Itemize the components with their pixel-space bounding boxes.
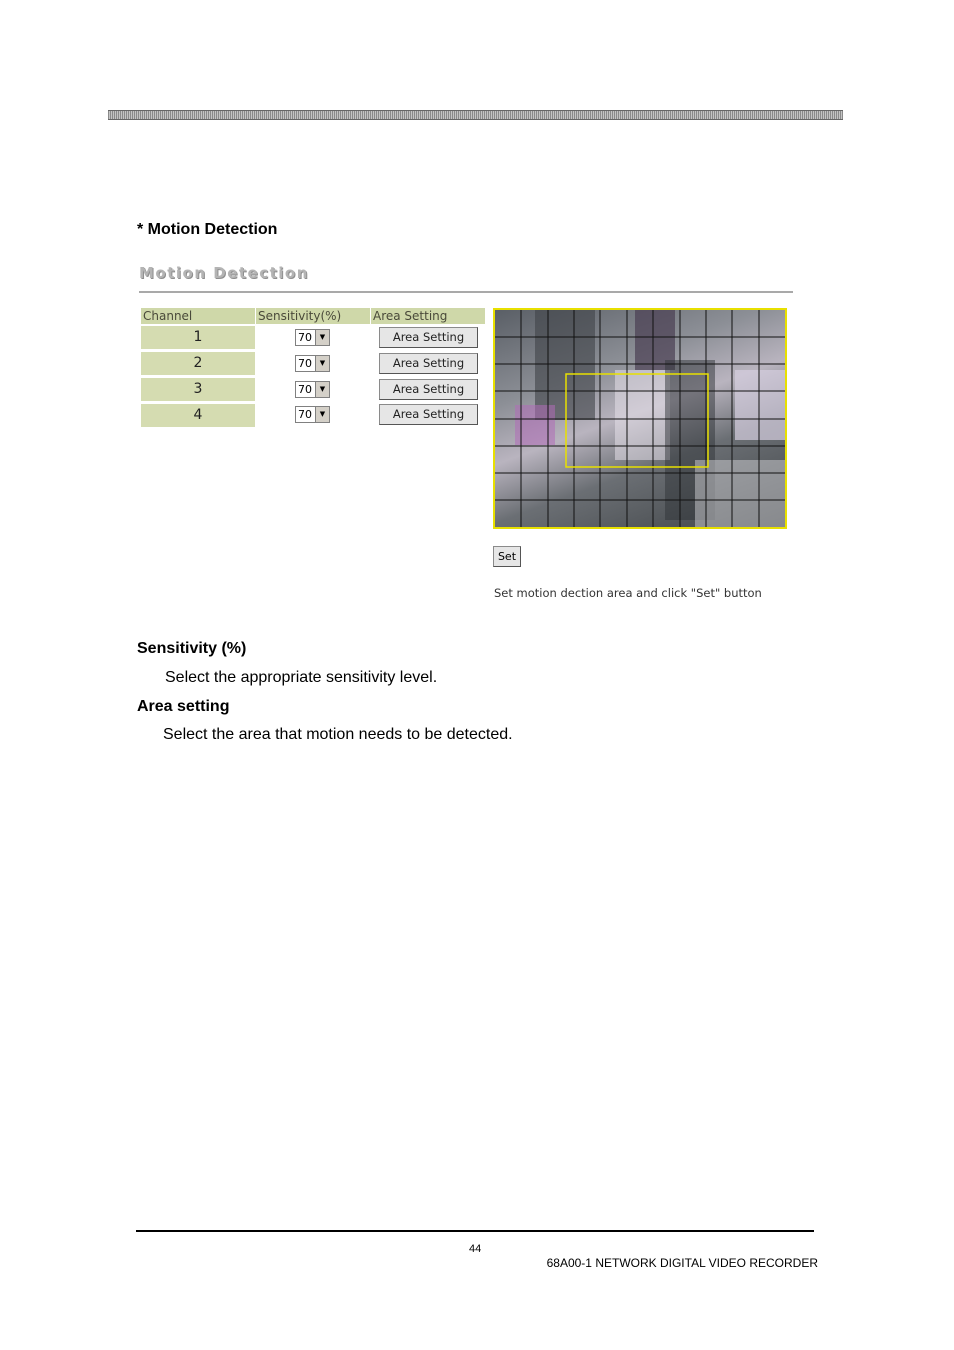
page-number: 44 bbox=[469, 1243, 482, 1255]
dropdown-arrow-icon[interactable]: ▼ bbox=[315, 407, 329, 422]
sensitivity-select[interactable] bbox=[295, 381, 330, 398]
channel-label: 4 bbox=[141, 404, 255, 427]
dropdown-arrow-icon[interactable]: ▼ bbox=[315, 356, 329, 371]
area-setting-button[interactable]: Area Setting bbox=[379, 327, 478, 348]
column-header-area-setting: Area Setting bbox=[371, 308, 485, 324]
motion-grid-overlay[interactable] bbox=[495, 310, 785, 527]
sensitivity-value: 70 bbox=[298, 331, 312, 344]
column-header-channel: Channel bbox=[141, 308, 255, 324]
term-sensitivity: Sensitivity (%) bbox=[137, 640, 247, 657]
sensitivity-value: 70 bbox=[298, 357, 312, 370]
panel-title: Motion Detection bbox=[139, 264, 309, 282]
channel-label: 2 bbox=[141, 352, 255, 375]
sensitivity-select[interactable] bbox=[295, 329, 330, 346]
camera-preview-grid[interactable] bbox=[493, 308, 787, 529]
column-header-sensitivity: Sensitivity(%) bbox=[256, 308, 370, 324]
term-area-setting: Area setting bbox=[137, 698, 230, 715]
dropdown-arrow-icon[interactable]: ▼ bbox=[315, 382, 329, 397]
footer-divider bbox=[136, 1230, 814, 1232]
header-decorative-bar bbox=[108, 110, 843, 120]
description-area-setting: Select the area that motion needs to be detected. bbox=[163, 726, 513, 743]
sensitivity-select[interactable] bbox=[295, 355, 330, 372]
panel-divider bbox=[139, 291, 793, 293]
sensitivity-select[interactable] bbox=[295, 406, 330, 423]
channel-label: 1 bbox=[141, 326, 255, 349]
document-title: 68A00-1 NETWORK DIGITAL VIDEO RECORDER bbox=[546, 1256, 818, 1270]
area-setting-button[interactable]: Area Setting bbox=[379, 379, 478, 400]
area-setting-button[interactable]: Area Setting bbox=[379, 353, 478, 374]
area-setting-button[interactable]: Area Setting bbox=[379, 404, 478, 425]
section-heading: * Motion Detection bbox=[137, 221, 278, 238]
channel-label: 3 bbox=[141, 378, 255, 401]
set-button[interactable]: Set bbox=[493, 546, 521, 567]
sensitivity-value: 70 bbox=[298, 383, 312, 396]
dropdown-arrow-icon[interactable]: ▼ bbox=[315, 330, 329, 345]
sensitivity-value: 70 bbox=[298, 408, 312, 421]
instruction-text: Set motion dection area and click "Set" button bbox=[494, 586, 762, 600]
description-sensitivity: Select the appropriate sensitivity level. bbox=[165, 669, 438, 686]
